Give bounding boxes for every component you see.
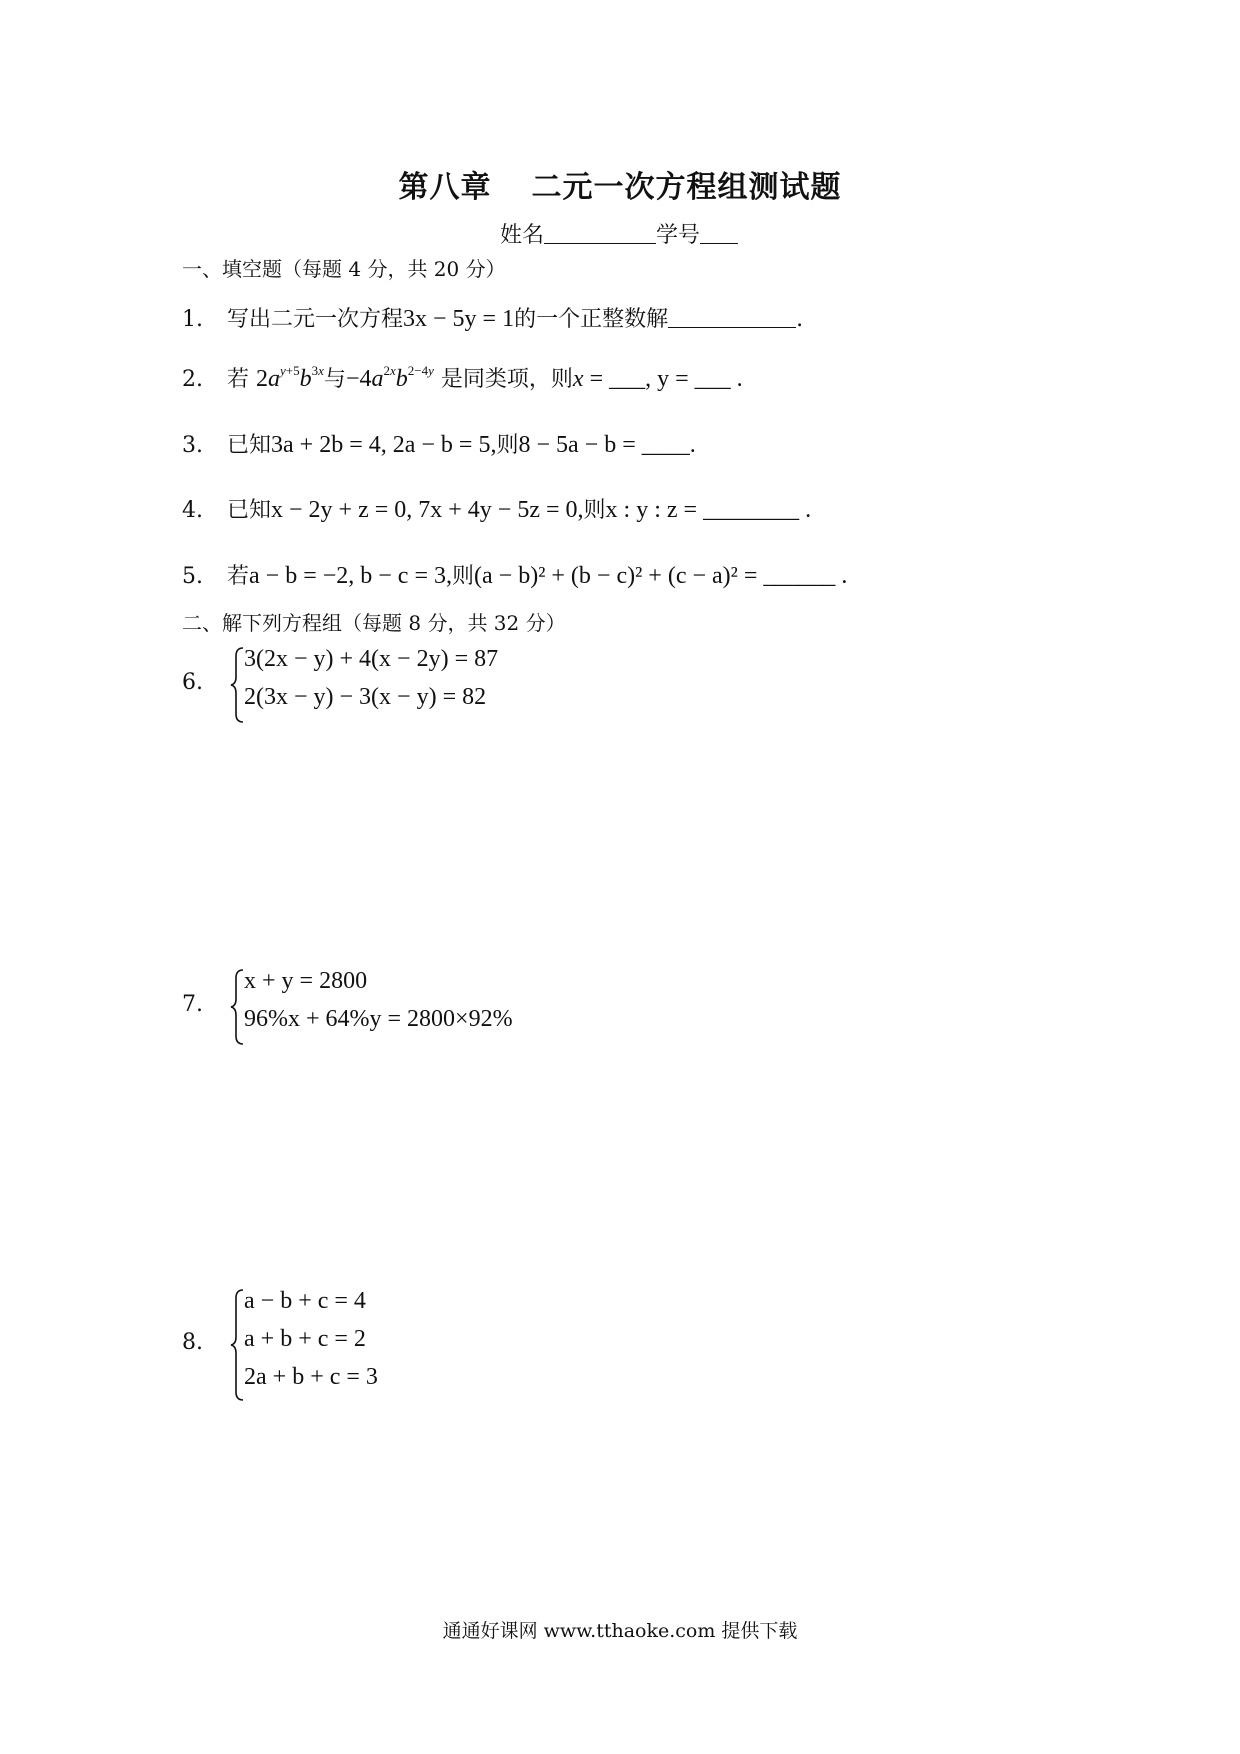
question-text: 已知 — [227, 498, 272, 523]
question-number: 6. — [182, 670, 203, 695]
question-2: 2. 若 $2a^{y+5}b^{3x}$与$-4a^{2x}b^{2-4y}$ 是同类项，则x = ___, y = ___ . — [182, 363, 743, 392]
equation: 8 − 5a − b = ____. — [518, 432, 696, 458]
section-2-heading: 二、解下列方程组（每题 8 分，共 32 分） — [182, 611, 566, 635]
question-text: 若 — [227, 564, 250, 589]
term-2: $-4a^{2x}b^{2-4y}$ — [345, 363, 434, 392]
question-3 — [182, 428, 696, 459]
equation: 3x − 5y = 1 — [403, 306, 515, 332]
equation-2: a + b + c = 2 — [244, 1326, 366, 1352]
left-brace-icon — [230, 968, 244, 1046]
equation: x : y : z = ________ . — [605, 497, 812, 523]
question-5 — [182, 559, 847, 590]
left-brace-icon — [230, 646, 244, 724]
equation-2: 96%x + 64%y = 2800×92% — [244, 1006, 513, 1032]
question-1 — [182, 302, 803, 333]
name-row — [500, 218, 738, 249]
question-number: 3. — [182, 433, 203, 458]
question-text: 已知 — [227, 433, 272, 458]
question-text: 则 — [583, 498, 606, 523]
page-title — [0, 162, 1240, 206]
question-number: 1. — [182, 307, 203, 332]
question-text: 则 — [452, 564, 475, 589]
x-equals: x = ___ — [572, 366, 646, 392]
name-blank[interactable] — [544, 223, 656, 244]
title-subject: 二元一次方程组测试题 — [531, 170, 842, 205]
question-number: 5. — [182, 564, 203, 589]
y-answer: , y = ___ . — [645, 366, 743, 392]
equation-2: 2(3x − y) − 3(x − y) = 82 — [244, 684, 487, 710]
question-text: 若 — [227, 367, 250, 392]
answer-blank[interactable] — [668, 307, 796, 328]
equation: (a − b)² + (b − c)² + (c − a)² = ______ . — [474, 563, 848, 589]
period: . — [796, 307, 804, 332]
id-blank[interactable] — [700, 223, 738, 244]
question-text: 是同类项，则 — [440, 367, 573, 392]
term-1: $2a^{y+5}b^{3x}$ — [256, 363, 324, 392]
question-number: 8. — [182, 1330, 203, 1355]
equation-1: a − b + c = 4 — [244, 1288, 366, 1314]
id-label: 学号 — [656, 223, 701, 248]
question-number: 7. — [182, 992, 203, 1017]
section-1-heading: 一、填空题（每题 4 分，共 20 分） — [182, 257, 506, 281]
title-chapter: 第八章 — [398, 170, 492, 205]
footer-source: 通通好课网 www.tthaoke.com 提供下载 — [442, 1620, 798, 1642]
equation-1: 3(2x − y) + 4(x − 2y) = 87 — [244, 646, 499, 672]
question-text: 写出二元一次方程 — [227, 307, 404, 332]
question-text: 则 — [496, 433, 519, 458]
name-label: 姓名 — [500, 223, 545, 248]
left-brace-icon — [230, 1288, 244, 1402]
equation-1: x + y = 2800 — [244, 968, 368, 994]
question-number: 4. — [182, 498, 203, 523]
equation: a − b = −2, b − c = 3, — [249, 563, 452, 589]
question-4 — [182, 493, 811, 524]
equation: x − 2y + z = 0, 7x + 4y − 5z = 0, — [271, 497, 584, 523]
question-number: 2. — [182, 367, 203, 392]
equation: 3a + 2b = 4, 2a − b = 5, — [271, 432, 497, 458]
question-text: 的一个正整数解 — [514, 307, 669, 332]
equation-3: 2a + b + c = 3 — [244, 1364, 378, 1390]
